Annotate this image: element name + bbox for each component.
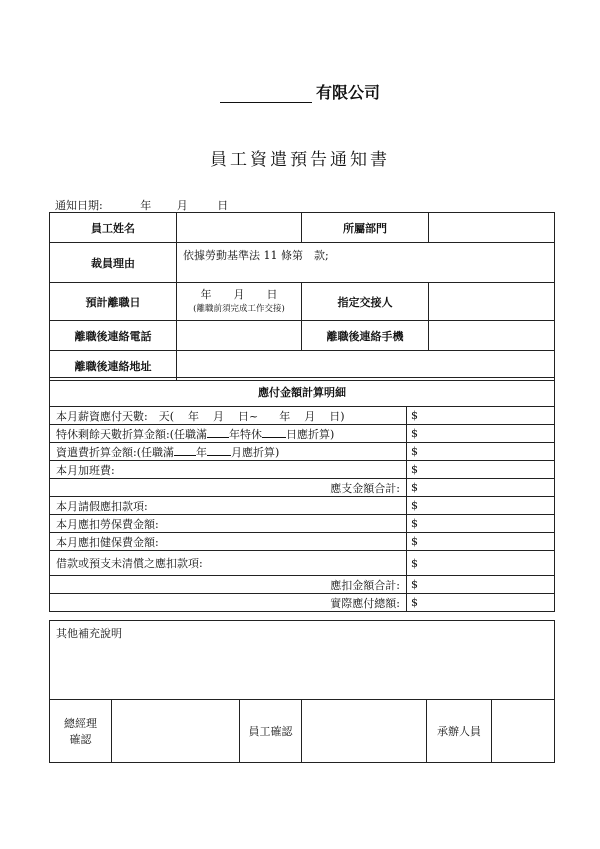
payable-total-amount[interactable]: $ [407, 479, 555, 497]
deduction-total-item: 應扣金額合計: [50, 576, 407, 594]
table-row [50, 551, 555, 576]
notice-date-month: 月 [176, 199, 188, 212]
salary-days-month: 月 [213, 409, 224, 423]
handler-label: 承辦人員 [427, 700, 492, 763]
table-row [50, 461, 555, 479]
labor-insurance-item: 本月應扣勞保費金額: [50, 515, 407, 533]
gm-confirm-line2: 確認 [69, 733, 92, 746]
employee-confirm-label: 員工確認 [240, 700, 302, 763]
overtime-amount[interactable]: $ [407, 461, 555, 479]
table-row [50, 443, 555, 461]
handover-field[interactable] [429, 283, 555, 321]
deduction-total-amount[interactable]: $ [407, 576, 555, 594]
resign-date-text: 年 月 日 [200, 287, 278, 301]
special-leave-item [50, 425, 407, 443]
salary-days-amount[interactable]: $ [407, 407, 555, 425]
mobile-field[interactable] [429, 321, 555, 351]
leave-deduction-item: 本月請假應扣款項: [50, 497, 407, 515]
severance-amount[interactable]: $ [407, 443, 555, 461]
notice-date-day: 日 [217, 199, 229, 212]
table-row [50, 594, 555, 612]
handover-label: 指定交接人 [302, 283, 429, 321]
special-leave-prefix: 特休剩餘天數折算金額:(任職滿 [56, 427, 207, 441]
overtime-item: 本月加班費: [50, 461, 407, 479]
health-insurance-amount[interactable]: $ [407, 533, 555, 551]
phone-label: 離職後連絡電話 [50, 321, 177, 351]
company-suffix: 有限公司 [315, 83, 380, 102]
gm-confirm-line1: 總經理 [64, 717, 97, 730]
table-row [50, 533, 555, 551]
notice-date [55, 197, 234, 213]
table-row [50, 515, 555, 533]
reason-field[interactable]: 依據勞動基準法 11 條第 款; [177, 243, 555, 283]
table-row [50, 497, 555, 515]
phone-field[interactable] [177, 321, 302, 351]
labor-insurance-amount[interactable]: $ [407, 515, 555, 533]
loan-deduction-item: 借款或預支未清償之應扣款項: [50, 551, 407, 576]
salary-days-month2: 月 [304, 409, 316, 423]
resign-date-label: 預計離職日 [50, 283, 177, 321]
company-name [0, 80, 600, 103]
net-total-item: 實際應付總額: [50, 594, 407, 612]
gm-signature-field[interactable] [112, 700, 240, 763]
address-field[interactable] [177, 351, 555, 381]
form-title: 員工資遣預告通知書 [210, 150, 390, 170]
severance-suffix: 月應折算) [231, 445, 280, 459]
footer-table [49, 620, 555, 763]
severance-mid: 年 [196, 445, 207, 459]
resign-date-note: (離職前須完成工作交接) [193, 303, 285, 314]
payable-total-item: 應支金額合計: [50, 479, 407, 497]
employee-info-table [49, 212, 555, 381]
table-row [50, 479, 555, 497]
company-name-blank[interactable] [220, 85, 312, 103]
table-row [50, 576, 555, 594]
special-leave-suffix: 日應折算) [286, 427, 335, 441]
loan-deduction-amount[interactable]: $ [407, 551, 555, 576]
salary-days-day-to: 日~ [238, 409, 259, 423]
severance-prefix: 資遣費折算金額:(任職滿 [56, 445, 174, 459]
notice-date-year: 年 [140, 199, 152, 212]
address-label: 離職後連絡地址 [50, 351, 177, 381]
reason-label: 裁員理由 [50, 243, 177, 283]
mobile-label: 離職後連絡手機 [302, 321, 429, 351]
leave-deduction-amount[interactable]: $ [407, 497, 555, 515]
department-field[interactable] [429, 213, 555, 243]
remarks-label: 其他補充說明 [56, 627, 122, 640]
salary-days-year: 年 [188, 409, 199, 423]
table-row [50, 425, 555, 443]
remarks-field[interactable] [50, 621, 555, 700]
special-leave-mid: 年特休 [229, 427, 262, 441]
salary-days-day-end: 日) [329, 409, 345, 423]
employee-name-field[interactable] [177, 213, 302, 243]
employee-signature-field[interactable] [302, 700, 427, 763]
special-leave-amount[interactable]: $ [407, 425, 555, 443]
notice-date-label: 通知日期: [55, 199, 103, 212]
handler-signature-field[interactable] [492, 700, 555, 763]
resign-date-field[interactable] [177, 283, 302, 321]
gm-confirm-label [50, 700, 112, 763]
employee-name-label: 員工姓名 [50, 213, 177, 243]
salary-days-year2: 年 [279, 409, 291, 423]
calculation-title: 應付金額計算明細 [50, 378, 555, 407]
severance-item [50, 443, 407, 461]
table-row [50, 407, 555, 425]
salary-days-item [50, 407, 407, 425]
salary-days-prefix: 本月薪資應付天數: 天( [56, 409, 174, 423]
health-insurance-item: 本月應扣健保費金額: [50, 533, 407, 551]
net-total-amount[interactable]: $ [407, 594, 555, 612]
calculation-table [49, 377, 555, 612]
department-label: 所屬部門 [302, 213, 429, 243]
